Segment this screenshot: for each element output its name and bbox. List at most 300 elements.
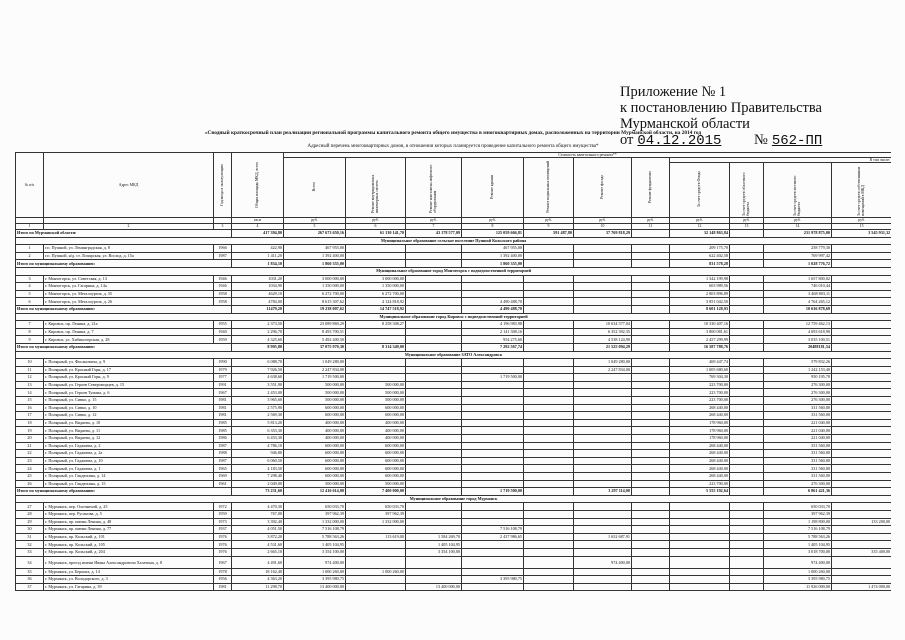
row-number: 29 — [16, 518, 44, 526]
value-cell: 1 719 500,00 — [462, 374, 524, 382]
value-cell: 13 400 000,00 — [406, 583, 462, 591]
value-cell: 3 000 000,00 — [284, 275, 346, 283]
value-cell — [632, 583, 670, 591]
value-cell — [832, 397, 892, 405]
colnum-cell: 12 — [670, 224, 730, 230]
value-cell — [832, 576, 892, 584]
value-cell: 4784,00 — [232, 298, 284, 306]
value-cell — [730, 419, 764, 427]
value-cell: 5 788 563,26 — [764, 533, 832, 541]
value-cell — [574, 397, 632, 405]
value-cell — [406, 381, 462, 389]
value-cell: 223 700,00 — [670, 397, 730, 405]
row-year: 1973 — [214, 518, 232, 526]
row-number: 10 — [16, 359, 44, 367]
row-year: 1956 — [214, 576, 232, 584]
table-row — [16, 583, 892, 591]
value-cell — [832, 435, 892, 443]
value-cell — [406, 366, 462, 374]
value-cell — [574, 427, 632, 435]
value-cell — [462, 397, 524, 405]
value-cell: 6 060,50 — [232, 457, 284, 465]
value-cell: 769 304,30 — [670, 374, 730, 382]
value-cell: 8 258 308,27 — [346, 321, 406, 329]
total-value-cell — [574, 305, 632, 313]
value-cell: 2 141 308,16 — [462, 328, 524, 336]
total-value-cell: 6 861 421,36 — [764, 488, 832, 496]
total-value-cell: 37 769 818,29 — [574, 230, 632, 238]
total-value-cell: 20488181,54 — [764, 343, 832, 351]
value-cell — [832, 321, 892, 329]
total-row — [16, 305, 892, 313]
value-cell — [524, 510, 574, 518]
value-cell — [632, 435, 670, 443]
value-cell: 600 000,00 — [346, 457, 406, 465]
repair-plan-table-wrap — [15, 152, 891, 640]
value-cell — [670, 510, 730, 518]
table-row — [16, 541, 892, 549]
value-cell: 4 490 488,70 — [462, 298, 524, 306]
value-cell — [406, 480, 462, 488]
row-year: 1969 — [214, 473, 232, 481]
value-cell — [346, 359, 406, 367]
value-cell — [832, 359, 892, 367]
total-row — [16, 343, 892, 351]
value-cell — [462, 583, 524, 591]
table-row — [16, 245, 892, 253]
value-cell — [670, 548, 730, 556]
value-cell: 3 354 100,00 — [284, 548, 346, 556]
appendix-line-2: к постановлению Правительства — [620, 100, 822, 116]
value-cell: 600 000,00 — [284, 473, 346, 481]
value-cell — [730, 473, 764, 481]
row-year: 1959 — [214, 510, 232, 518]
value-cell — [574, 473, 632, 481]
value-cell: 3 395 980,75 — [764, 576, 832, 584]
value-cell: 10 634 577,04 — [574, 321, 632, 329]
row-address: г. Кировск, ул. Хибиногорская, д. 28 — [44, 336, 214, 344]
total-label: Итого по муниципальному образованию: — [16, 260, 232, 268]
value-cell — [730, 397, 764, 405]
total-value-cell: 7 400 000,00 — [346, 488, 406, 496]
value-cell — [524, 533, 574, 541]
row-address: г. Полярный, ул. Сивко, д. 15 — [44, 397, 214, 405]
header-year: Год ввода в эксплуатацию — [214, 153, 232, 218]
value-cell — [346, 541, 406, 549]
value-cell: 3 395 980,75 — [284, 576, 346, 584]
value-cell — [730, 366, 764, 374]
value-cell: 4 363,20 — [232, 576, 284, 584]
header-facade: Ремонт фасада — [574, 158, 632, 218]
value-cell: 1 000 260,00 — [764, 568, 832, 576]
row-year: 1978 — [214, 568, 232, 576]
table-row — [16, 548, 892, 556]
value-cell — [832, 252, 892, 260]
total-value-cell — [730, 260, 764, 268]
value-cell — [832, 389, 892, 397]
value-cell — [462, 290, 524, 298]
value-cell: 1 719 500,00 — [284, 374, 346, 382]
value-cell — [832, 568, 892, 576]
value-cell — [574, 374, 632, 382]
table-row — [16, 252, 892, 260]
total-value-cell: 417 394,80 — [232, 230, 284, 238]
value-cell — [406, 397, 462, 405]
section-title: Муниципальное образование город Кировск с подведомственной территорией — [16, 313, 892, 321]
value-cell — [632, 404, 670, 412]
section-row — [16, 267, 892, 275]
value-cell — [462, 548, 524, 556]
value-cell — [346, 583, 406, 591]
value-cell — [632, 252, 670, 260]
row-number: 5 — [16, 290, 44, 298]
value-cell: 258 779,30 — [764, 245, 832, 253]
value-cell — [406, 503, 462, 511]
value-cell: 178 960,00 — [670, 427, 730, 435]
value-cell — [632, 298, 670, 306]
row-number: 19 — [16, 427, 44, 435]
value-cell: 500 000,00 — [284, 389, 346, 397]
total-value-cell: 8 995,80 — [232, 343, 284, 351]
value-cell: 331 560,00 — [764, 450, 832, 458]
value-cell — [632, 450, 670, 458]
row-number: 7 — [16, 321, 44, 329]
value-cell: 767,00 — [232, 510, 284, 518]
value-cell — [406, 510, 462, 518]
value-cell: 276 300,00 — [764, 397, 832, 405]
value-cell — [406, 412, 462, 420]
value-cell: 769 997,42 — [764, 252, 832, 260]
header-fund-own: За счет средств собственников помещений в МКД — [832, 163, 892, 218]
value-cell: 276 300,00 — [764, 480, 832, 488]
resolution-date: 04.12.2015 — [637, 133, 722, 149]
value-cell — [632, 510, 670, 518]
colnum-cell: 1 — [16, 224, 44, 230]
total-value-cell: 16 587 788,76 — [670, 343, 730, 351]
header-engineering: Ремонт внутридомовых инженерных систем — [346, 158, 406, 218]
value-cell: 500 000,00 — [346, 389, 406, 397]
value-cell: 331 560,00 — [764, 442, 832, 450]
unit-cell: руб. — [524, 218, 574, 224]
value-cell — [346, 252, 406, 260]
table-row — [16, 518, 892, 526]
row-year: 1965 — [214, 465, 232, 473]
value-cell: 7 298,40 — [232, 473, 284, 481]
resolution-number: 562-ПП — [771, 133, 823, 149]
row-number: 26 — [16, 480, 44, 488]
table-row — [16, 283, 892, 291]
row-year: 1991 — [214, 381, 232, 389]
row-number: 23 — [16, 457, 44, 465]
value-cell — [730, 427, 764, 435]
unit-cell: руб. — [346, 218, 406, 224]
table-row — [16, 290, 892, 298]
unit-cell: руб. — [670, 218, 730, 224]
table-row — [16, 381, 892, 389]
value-cell — [524, 427, 574, 435]
value-cell — [632, 473, 670, 481]
total-value-cell: 11479,20 — [232, 305, 284, 313]
row-year: 1958 — [214, 290, 232, 298]
row-year: 1981 — [214, 397, 232, 405]
value-cell — [632, 568, 670, 576]
unit-cell: руб. — [462, 218, 524, 224]
table-row — [16, 435, 892, 443]
value-cell: 2 803 896,89 — [670, 290, 730, 298]
value-cell — [406, 252, 462, 260]
table-row — [16, 298, 892, 306]
value-cell: 1 000 260,00 — [346, 568, 406, 576]
value-cell — [462, 473, 524, 481]
total-value-cell — [406, 305, 462, 313]
row-number: 27 — [16, 503, 44, 511]
value-cell: 2 373,50 — [232, 321, 284, 329]
value-cell: 6 088,70 — [232, 359, 284, 367]
value-cell — [462, 381, 524, 389]
value-cell — [406, 576, 462, 584]
value-cell — [462, 541, 524, 549]
row-address: г. Полярный, ул. Сивко, д. 10 — [44, 404, 214, 412]
value-cell — [832, 374, 892, 382]
row-number: 16 — [16, 404, 44, 412]
value-cell — [730, 412, 764, 420]
value-cell — [462, 480, 524, 488]
row-address: г.п. Пушной, ул. Ленинградская, д. 8 — [44, 245, 214, 253]
total-label: Итого по муниципальному образованию: — [16, 488, 232, 496]
value-cell: 397 962,39 — [284, 510, 346, 518]
row-number: 31 — [16, 533, 44, 541]
row-number: 15 — [16, 397, 44, 405]
value-cell: 331 560,00 — [764, 412, 832, 420]
value-cell — [730, 381, 764, 389]
total-value-cell: 1 860 355,00 — [462, 260, 524, 268]
total-value-cell: 1 028 776,72 — [764, 260, 832, 268]
value-cell — [346, 336, 406, 344]
total-value-cell — [832, 343, 892, 351]
total-value-cell: 37 075 970,30 — [284, 343, 346, 351]
value-cell — [406, 298, 462, 306]
value-cell: 6 272 700,00 — [284, 290, 346, 298]
header-area: Общая площадь МКД, всего — [232, 153, 284, 218]
total-value-cell: 43 178 577,09 — [406, 230, 462, 238]
value-cell — [524, 381, 574, 389]
value-cell — [730, 283, 764, 291]
row-year: 1986 — [214, 435, 232, 443]
value-cell: 1 392 400,00 — [284, 252, 346, 260]
value-cell — [574, 480, 632, 488]
value-cell — [832, 450, 892, 458]
value-cell — [632, 526, 670, 534]
value-cell — [730, 389, 764, 397]
table-row — [16, 442, 892, 450]
value-cell — [632, 283, 670, 291]
value-cell: 331 560,00 — [764, 404, 832, 412]
value-cell: 600 000,00 — [284, 465, 346, 473]
value-cell — [574, 435, 632, 443]
row-number: 24 — [16, 465, 44, 473]
value-cell: 3 468 803,11 — [764, 290, 832, 298]
value-cell — [670, 568, 730, 576]
value-cell — [524, 435, 574, 443]
value-cell — [574, 442, 632, 450]
value-cell: 276 300,00 — [764, 389, 832, 397]
value-cell — [406, 359, 462, 367]
total-row — [16, 230, 892, 238]
value-cell — [832, 381, 892, 389]
value-cell: 1 584 269,70 — [406, 533, 462, 541]
value-cell: 4 124 818,92 — [346, 298, 406, 306]
value-cell — [632, 548, 670, 556]
value-cell — [406, 568, 462, 576]
value-cell: 600 000,00 — [346, 450, 406, 458]
value-cell — [832, 473, 892, 481]
value-cell — [574, 503, 632, 511]
row-year: 1976 — [214, 548, 232, 556]
value-cell — [670, 526, 730, 534]
value-cell — [524, 374, 574, 382]
row-number: 14 — [16, 389, 44, 397]
value-cell — [462, 568, 524, 576]
table-row — [16, 450, 892, 458]
value-cell — [524, 412, 574, 420]
table-row — [16, 465, 892, 473]
value-cell — [730, 457, 764, 465]
value-cell — [462, 442, 524, 450]
row-number: 3 — [16, 275, 44, 283]
section-title: Муниципальное образование город Мурманск — [16, 495, 892, 503]
value-cell: 4 693 618,90 — [764, 328, 832, 336]
row-year: 1976 — [214, 541, 232, 549]
row-address: г. Полярный, ул. Героев Тумана, д. 6 — [44, 389, 214, 397]
value-cell: 6 272 700,00 — [346, 290, 406, 298]
value-cell: 500 000,00 — [346, 381, 406, 389]
value-cell — [346, 374, 406, 382]
value-cell: 1 657 800,02 — [764, 275, 832, 283]
value-cell: 1 049 280,00 — [284, 359, 346, 367]
value-cell — [406, 336, 462, 344]
value-cell: 1 405 104,95 — [406, 541, 462, 549]
row-address: г. Полярный, ул. Сивко, д. 12 — [44, 412, 214, 420]
section-row — [16, 351, 892, 359]
value-cell — [574, 548, 632, 556]
table-row — [16, 568, 892, 576]
value-cell: 7 516 108,79 — [462, 526, 524, 534]
value-cell — [462, 404, 524, 412]
value-cell — [574, 283, 632, 291]
colnum-cell: 11 — [632, 224, 670, 230]
value-cell: 4 196 983,98 — [462, 321, 524, 329]
table-row — [16, 336, 892, 344]
row-address: г. Полярный, ул. Красный Горн, д. 17 — [44, 366, 214, 374]
value-cell — [524, 450, 574, 458]
value-cell — [730, 298, 764, 306]
value-cell: 221 040,00 — [764, 427, 832, 435]
value-cell: 1031,20 — [232, 275, 284, 283]
header-fund-mun: За счет средств местного бюджета — [764, 163, 832, 218]
total-value-cell — [406, 343, 462, 351]
row-number: 18 — [16, 419, 44, 427]
value-cell — [832, 457, 892, 465]
header-roof: Ремонт крыши — [462, 158, 524, 218]
value-cell — [730, 583, 764, 591]
value-cell — [832, 510, 892, 518]
value-cell: 4 538 124,90 — [574, 336, 632, 344]
total-value-cell: 1 719 500,00 — [462, 488, 524, 496]
value-cell: 8 493 700,51 — [284, 328, 346, 336]
value-cell — [462, 435, 524, 443]
value-cell: 1 405 104,95 — [764, 541, 832, 549]
header-cost-group: Стоимость капитального ремонта** — [284, 153, 892, 158]
value-cell — [632, 336, 670, 344]
value-cell — [406, 450, 462, 458]
table-row — [16, 321, 892, 329]
row-number: 20 — [16, 435, 44, 443]
value-cell: 467 955,00 — [284, 245, 346, 253]
total-value-cell — [832, 260, 892, 268]
value-cell: 268 440,00 — [670, 412, 730, 420]
value-cell — [406, 442, 462, 450]
row-number: 9 — [16, 336, 44, 344]
value-cell — [632, 427, 670, 435]
value-cell — [632, 412, 670, 420]
appendix-heading — [620, 84, 890, 149]
value-cell: 954 275,60 — [462, 336, 524, 344]
value-cell: 400 000,00 — [284, 427, 346, 435]
value-cell: 3 392,40 — [232, 518, 284, 526]
row-year: 1987 — [214, 442, 232, 450]
total-value-cell — [632, 488, 670, 496]
row-number: 32 — [16, 541, 44, 549]
value-cell: 10 330 407,16 — [670, 321, 730, 329]
total-value-cell: 125 059 666,81 — [462, 230, 524, 238]
colnum-cell: 4 — [232, 224, 284, 230]
value-cell — [632, 374, 670, 382]
value-cell: 2 049,00 — [232, 480, 284, 488]
section-row — [16, 237, 892, 245]
value-cell — [670, 503, 730, 511]
value-cell — [574, 298, 632, 306]
value-cell — [462, 556, 524, 568]
row-year: 1955 — [214, 321, 232, 329]
row-year: 1937 — [214, 526, 232, 534]
value-cell — [574, 518, 632, 526]
value-cell — [406, 404, 462, 412]
value-cell: 6 353,30 — [232, 427, 284, 435]
value-cell — [406, 328, 462, 336]
row-address: г. Мурманск, пр. Кольский, д. 101 — [44, 533, 214, 541]
row-number: 34 — [16, 556, 44, 568]
value-cell: 4 051,50 — [232, 526, 284, 534]
value-cell — [632, 397, 670, 405]
row-address: г. Мурманск, пр. Кольский, д. 204 — [44, 548, 214, 556]
value-cell: 600 000,00 — [346, 404, 406, 412]
value-cell: 400 000,00 — [284, 419, 346, 427]
table-row — [16, 526, 892, 534]
value-cell — [462, 275, 524, 283]
value-cell — [670, 518, 730, 526]
value-cell: 400 000,00 — [346, 435, 406, 443]
value-cell — [632, 503, 670, 511]
table-row — [16, 503, 892, 511]
row-year: 1961 — [214, 480, 232, 488]
total-value-cell — [730, 230, 764, 238]
value-cell: 600 000,00 — [346, 412, 406, 420]
value-cell — [632, 457, 670, 465]
total-value-cell: 32 148 863,84 — [670, 230, 730, 238]
value-cell — [462, 518, 524, 526]
value-cell — [632, 389, 670, 397]
table-row — [16, 397, 892, 405]
